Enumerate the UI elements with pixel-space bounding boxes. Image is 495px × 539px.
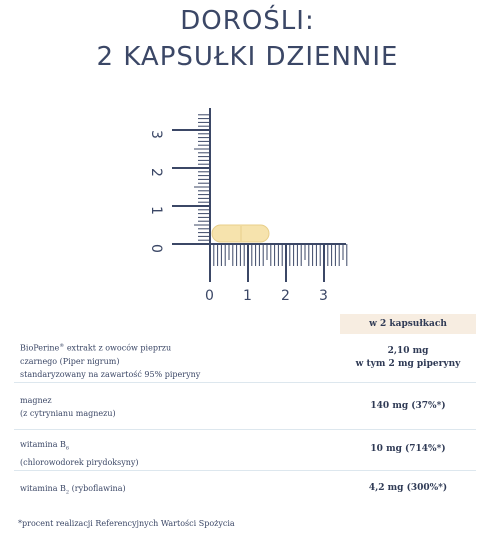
ingredient-name: BioPerine® extrakt z owoców pieprzu czarnego (Piper nigrum) standaryzowany na zawartość 95% piperyny: [20, 343, 201, 379]
table-row-magnesium: [14, 391, 476, 430]
table-row-bioperine: [14, 340, 476, 383]
horizontal-ruler-labels: [205, 288, 328, 304]
ingredient-name: witamina $B_6$ (chlorowodorek pirydoksyny): [20, 440, 139, 467]
horizontal-label-2: 2: [281, 288, 290, 304]
ingredient-value: 4,2 mg (300%*): [368, 483, 448, 493]
heading-line-2: 2 KAPSUŁKI DZIENNIE: [96, 42, 399, 72]
table-row-vitamin-b6: [14, 434, 476, 471]
horizontal-label-0: 0: [205, 288, 214, 304]
vertical-ruler: [172, 108, 210, 244]
ingredient-name: magnez (z cytrynianu magnezu): [20, 396, 116, 418]
horizontal-ruler: [210, 244, 347, 282]
vertical-ruler-labels: [148, 130, 164, 253]
ingredient-name: witamina $B_2$ (ryboflawina): [20, 484, 126, 496]
capsule: [212, 225, 269, 242]
column-header-per-2-capsules: w 2 kapsułkach: [340, 314, 476, 334]
horizontal-label-3: 3: [319, 288, 328, 304]
vertical-label-3: 3: [148, 130, 164, 139]
bioperine-desc: extrakt z owoców pieprzu: [64, 343, 172, 353]
table-row-vitamin-b2: [14, 476, 476, 500]
ingredient-value: 140 mg (37%*): [370, 401, 446, 411]
ingredient-value: 10 mg (714%*): [370, 444, 446, 454]
vertical-label-1: 1: [148, 206, 164, 215]
horizontal-label-1: 1: [243, 288, 252, 304]
vertical-label-2: 2: [148, 168, 164, 177]
heading-line-1: DOROŚLI:: [180, 6, 315, 36]
footnote: *procent realizacji Referencyjnych Wartości Spożycia: [18, 519, 235, 528]
ingredient-value: 2,10 mg w tym 2 mg piperyny: [355, 346, 461, 369]
vertical-label-0: 0: [148, 244, 164, 253]
